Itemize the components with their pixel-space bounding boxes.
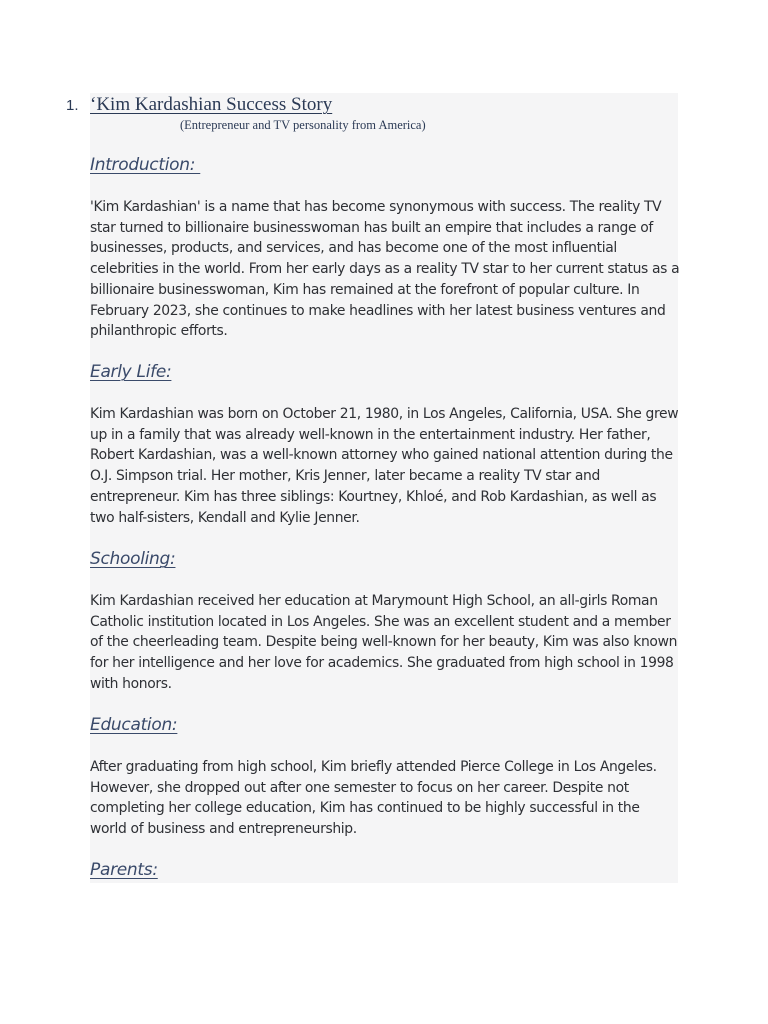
- heading-schooling: Schooling:: [90, 549, 176, 569]
- document-title: ‘Kim Kardashian Success Story: [90, 94, 333, 115]
- heading-early-life: Early Life:: [90, 362, 172, 382]
- heading-parents: Parents:: [90, 860, 158, 880]
- paragraph-schooling: Kim Kardashian received her education at Marymount High School, an all-girls Roman Catholic institution located in Los Angeles. She was an excellent student and a member of the cheerleading team. Despite being well-known for her beauty, Kim was also known for her intelligence and her love for academics. She graduated from high school in 1998 with honors.: [90, 593, 678, 692]
- heading-introduction: Introduction:: [90, 155, 201, 175]
- paragraph-introduction: 'Kim Kardashian' is a name that has become synonymous with success. The reality TV star turned to billionaire businesswoman has built an empire that includes a range of businesses, products, and services, and has become one of the most influential celebrities in the world. From her early days as a reality TV star to her current status as a billionaire businesswoman, Kim has remained at the forefront of popular culture. In February 2023, she continues to make headlines with her latest business ventures and philanthropic efforts.: [90, 199, 680, 340]
- document-subtitle: (Entrepreneur and TV personality from America): [180, 118, 426, 132]
- paragraph-early-life: Kim Kardashian was born on October 21, 1980, in Los Angeles, California, USA. She grew up in a family that was already well-known in the entertainment industry. Her father, Robert Kardashian, was a well-known attorney who gained national attention during the O.J. Simpson trial. Her mother, Kris Jenner, later became a reality TV star and entrepreneur. Kim has three siblings: Kourtney, Khloé, and Rob Kardashian, as well as two half-sisters, Kendall and Kylie Jenner.: [90, 406, 679, 526]
- list-number: 1.: [66, 97, 79, 114]
- heading-education: Education:: [90, 715, 178, 735]
- paragraph-education: After graduating from high school, Kim briefly attended Pierce College in Los Angeles. However, she dropped out after one semester to focus on her career. Despite not completing her college education, Kim has continued to be highly successful in the world of business and entrepreneurship.: [90, 759, 657, 838]
